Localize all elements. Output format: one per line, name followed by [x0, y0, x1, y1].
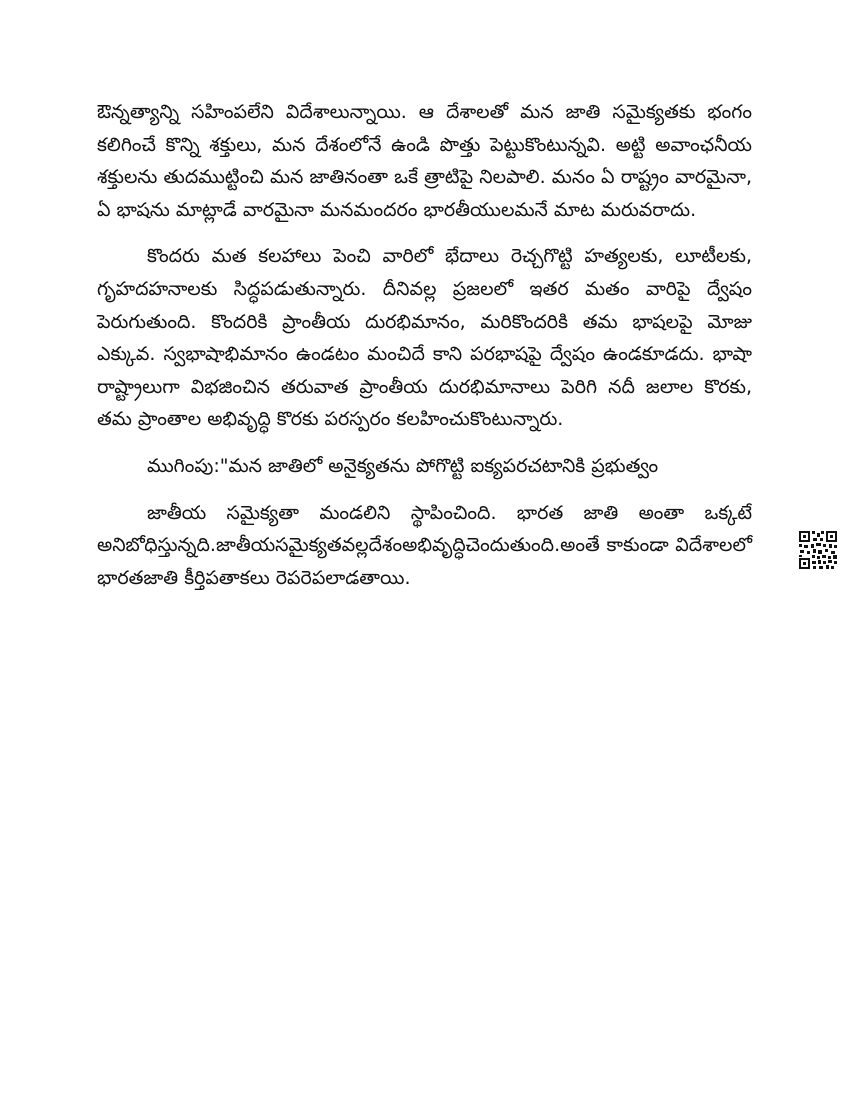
paragraph-2: కొందరు మత కలహాలు పెంచి వారిలో భేదాలు రెచ్చగొట్టి హత్యలకు, లూటీలకు, గృహదహనాలకు సిద్ధపడుతున్నారు. దీనివల్ల ప్రజలలో ఇతర మతం వారిపై ద్వేషం పెరుగుతుంది. కొందరికి ప్రాంతీయ దురభిమానం, మరికొందరికి తమ భాషలపై మోజు ఎక్కువ. స్వభాషాభిమానం ఉండటం మంచిదే కాని పరభాషపై ద్వేషం ఉండకూడదు. భాషా రాష్ట్రాలుగా విభజించిన తరువాత ప్రాంతీయ దురభిమానాలు పెరిగి నదీ జలాల కొరకు, తమ ప్రాంతాల అభివృద్ధి కొరకు పరస్పరం కలహించుకొంటున్నారు.: [97, 245, 752, 431]
document-body: [97, 96, 752, 608]
qr-code-icon: [798, 530, 838, 570]
paragraph-4: జాతీయ సమైక్యతా మండలిని స్థాపించింది. భారత జాతి అంతా ఒక్కటే అనిబోధిస్తున్నది.జాతీయసమైక్యతవల్లదేశంఅభివృద్ధిచెందుతుంది.అంతే కాకుండా విదేశాలలో భారతజాతి కీర్తిపతాకలు రెపరెపలాడతాయి.: [97, 501, 752, 589]
paragraph-1: ఔన్నత్యాన్ని సహింపలేని విదేశాలున్నాయి. ఆ దేశాలతో మన జాతి సమైక్యతకు భంగం కలిగించే కొన్ని శక్తులు, మన దేశంలోనే ఉండి పొత్తు పెట్టుకొంటున్నవి. అట్టి అవాంఛనీయ శక్తులను తుదముట్టించి మన జాతినంతా ఒకే త్రాటిపై నిలపాలి. మనం ఏ రాష్ట్రం వారమైనా, ఏ భాషను మాట్లాడే వారమైనా మనమందరం భారతీయులమనే మాట మరువరాదు.: [97, 101, 753, 221]
paragraph-3-conclusion: ముగింపు:"మన జాతిలో అనైక్యతను పోగొట్టి ఐక్యపరచటానికి ప్రభుత్వం: [147, 454, 659, 477]
